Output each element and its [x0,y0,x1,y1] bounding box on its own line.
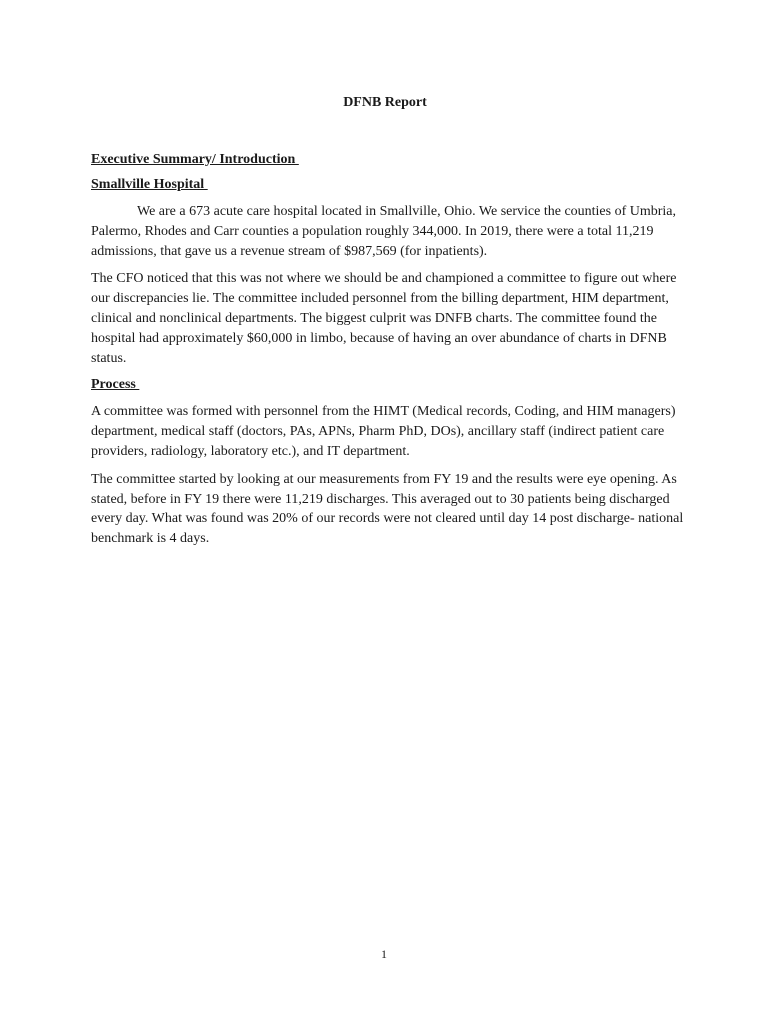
document-title: DFNB Report [343,95,427,110]
document-body [91,94,691,557]
cfo-committee-paragraph: The CFO noticed that this was not where we should be and championed a committee to figure out where our discrepancies lie. The committee included personnel from the billing department, HIM department, clinical and nonclinical departments. The biggest culprit was DNFB charts. The committee found the hospital had approximately $60,000 in limbo, because of having an over abundance of charts in DFNB status. [91,271,677,366]
executive-summary-heading: Executive Summary/ Introduction [91,152,299,167]
hospital-overview-paragraph: We are a 673 acute care hospital located in Smallville, Ohio. We service the counties of Umbria, Palermo, Rhodes and Carr counties a population roughly 344,000. In 2019, there were a total 11,219 admissions, that gave us a revenue stream of $987,569 (for inpatients). [91,204,677,259]
measurements-paragraph: The committee started by looking at our measurements from FY 19 and the results were eye opening. As stated, before in FY 19 there were 11,219 discharges. This averaged out to 30 patients being discharged every day. What was found was 20% of our records were not cleared until day 14 post discharge- national benchmark is 4 days. [91,471,684,547]
hospital-heading: Smallville Hospital [91,177,208,192]
committee-formation-paragraph: A committee was formed with personnel from the HIMT (Medical records, Coding, and HIM managers) department, medical staff (doctors, PAs, APNs, Pharm PhD, DOs), ancillary staff (indirect patient care providers, radiology, laboratory etc.), and IT department. [91,404,676,459]
page-number: 1 [381,947,387,961]
process-heading: Process [91,377,140,393]
